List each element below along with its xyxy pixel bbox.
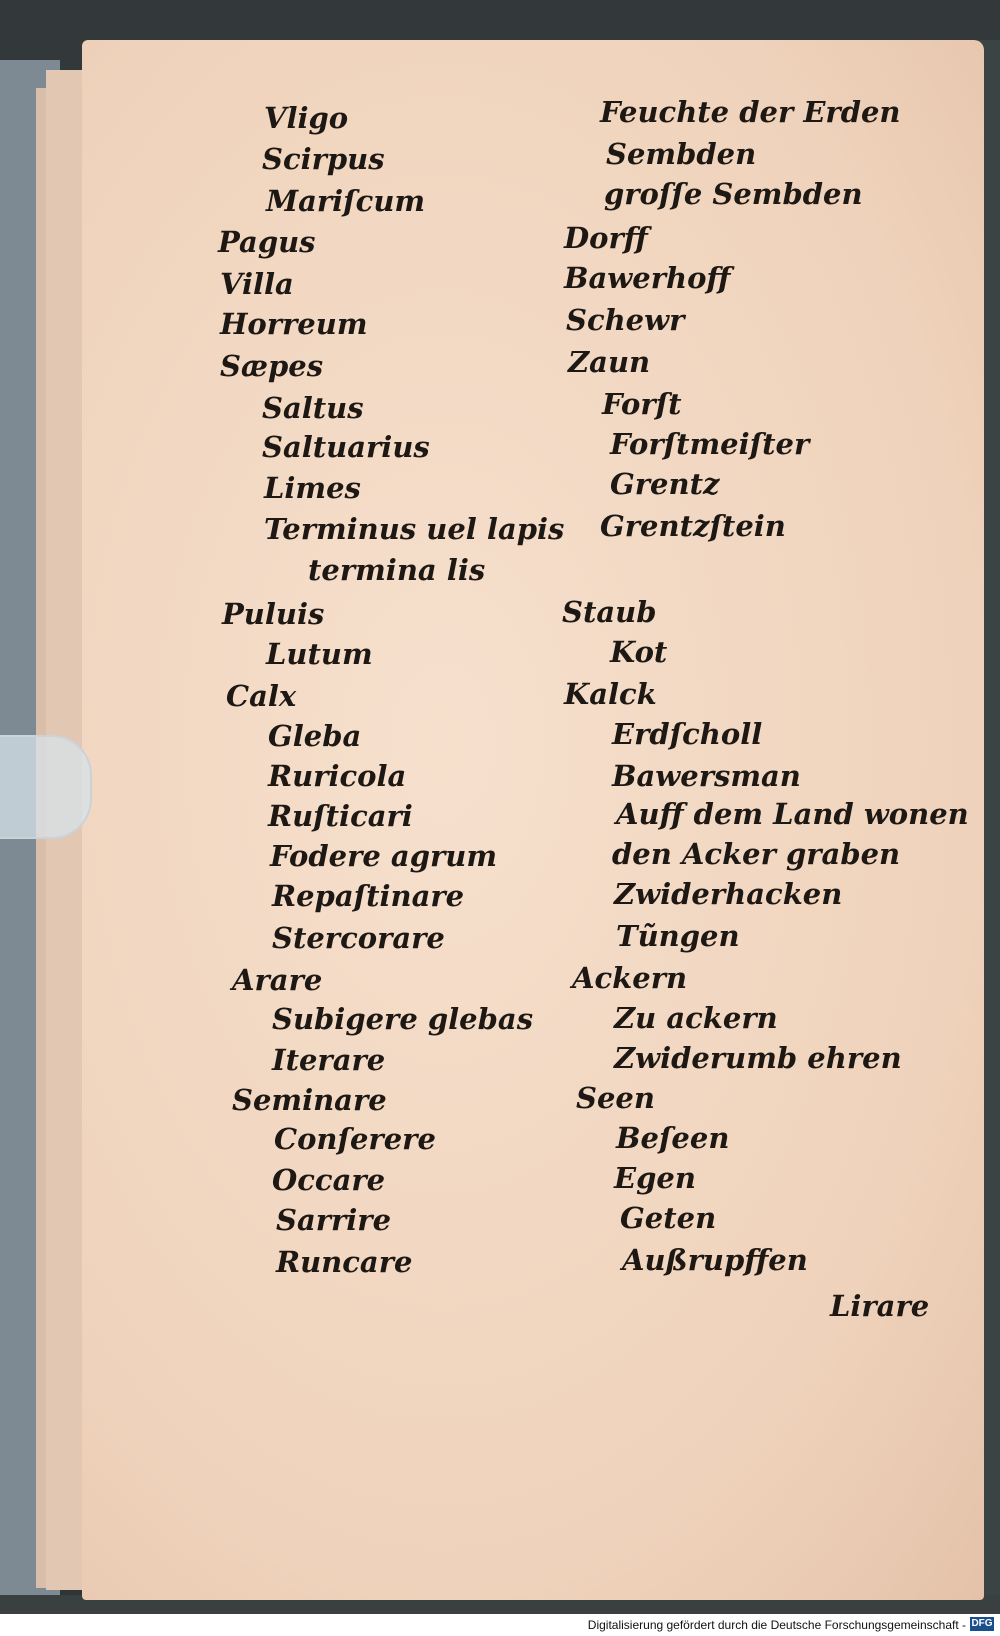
- german-term: Dorff: [564, 221, 648, 255]
- latin-term: Terminus uel lapis: [264, 512, 565, 546]
- latin-term: Puluis: [222, 597, 325, 631]
- latin-term: Arare: [232, 963, 323, 997]
- latin-term: Occare: [272, 1163, 386, 1197]
- book-clip: [0, 735, 92, 839]
- german-term: Zwiderumb ehren: [614, 1041, 902, 1075]
- german-term: Grentz: [610, 467, 720, 501]
- german-term: Kalck: [564, 677, 657, 711]
- latin-term: Calx: [226, 679, 297, 713]
- german-term: Zwiderhacken: [614, 877, 843, 911]
- latin-term: Vligo: [264, 101, 349, 135]
- german-term: Erdſcholl: [612, 717, 763, 751]
- german-term: Zaun: [568, 345, 651, 379]
- latin-term: Scirpus: [262, 142, 385, 176]
- german-term: Grentzſtein: [600, 509, 786, 543]
- latin-term: Saltuarius: [262, 430, 430, 464]
- latin-term: Subigere glebas: [272, 1002, 534, 1036]
- latin-term: Sæpes: [220, 349, 324, 383]
- german-term: Sembden: [606, 137, 757, 171]
- latin-term: Repaſtinare: [272, 879, 465, 913]
- german-term: Zu ackern: [614, 1001, 778, 1035]
- german-term: groſſe Sembden: [604, 177, 863, 211]
- latin-term: Mariſcum: [266, 184, 426, 218]
- latin-term: termina lis: [308, 553, 486, 587]
- german-term: Tũngen: [616, 919, 740, 953]
- german-term: Schewr: [566, 303, 685, 337]
- german-term: Egen: [614, 1161, 696, 1195]
- german-term: Feuchte der Erden: [600, 95, 901, 129]
- latin-term: Lutum: [266, 637, 373, 671]
- german-term: Geten: [620, 1201, 717, 1235]
- latin-term: Sarrire: [276, 1203, 392, 1237]
- latin-term: Horreum: [220, 307, 368, 341]
- latin-term: Gleba: [268, 719, 362, 753]
- latin-term: Iterare: [272, 1043, 386, 1077]
- german-term: Ackern: [572, 961, 688, 995]
- catchword: Lirare: [830, 1289, 930, 1323]
- german-term: Beſeen: [616, 1121, 730, 1155]
- latin-term: Villa: [220, 267, 294, 301]
- latin-term: Saltus: [262, 391, 364, 425]
- latin-term: Stercorare: [272, 921, 445, 955]
- latin-term: Runcare: [276, 1245, 413, 1279]
- german-term: Bawerhoff: [564, 261, 731, 295]
- german-term: Forſt: [602, 387, 682, 421]
- latin-term: Fodere agrum: [270, 839, 498, 873]
- german-term: Auff dem Land wonen: [616, 797, 969, 831]
- german-term: Bawersman: [612, 759, 801, 793]
- latin-term: Ruricola: [268, 759, 407, 793]
- german-term: Seen: [576, 1081, 655, 1115]
- latin-term: Seminare: [232, 1083, 387, 1117]
- latin-term: Ruſticari: [268, 799, 413, 833]
- digitization-credit: Digitalisierung gefördert durch die Deutsche Forschungsgemeinschaft -: [587, 1618, 966, 1632]
- latin-term: Conſerere: [274, 1122, 436, 1156]
- german-term: den Acker graben: [612, 837, 901, 871]
- german-term: Forſtmeiſter: [610, 427, 810, 461]
- dfg-logo: DFG: [971, 1618, 993, 1629]
- german-term: Kot: [610, 635, 668, 669]
- german-term: Staub: [562, 595, 657, 629]
- latin-term: Pagus: [218, 225, 316, 259]
- latin-term: Limes: [264, 471, 361, 505]
- german-term: Außrupffen: [622, 1243, 808, 1277]
